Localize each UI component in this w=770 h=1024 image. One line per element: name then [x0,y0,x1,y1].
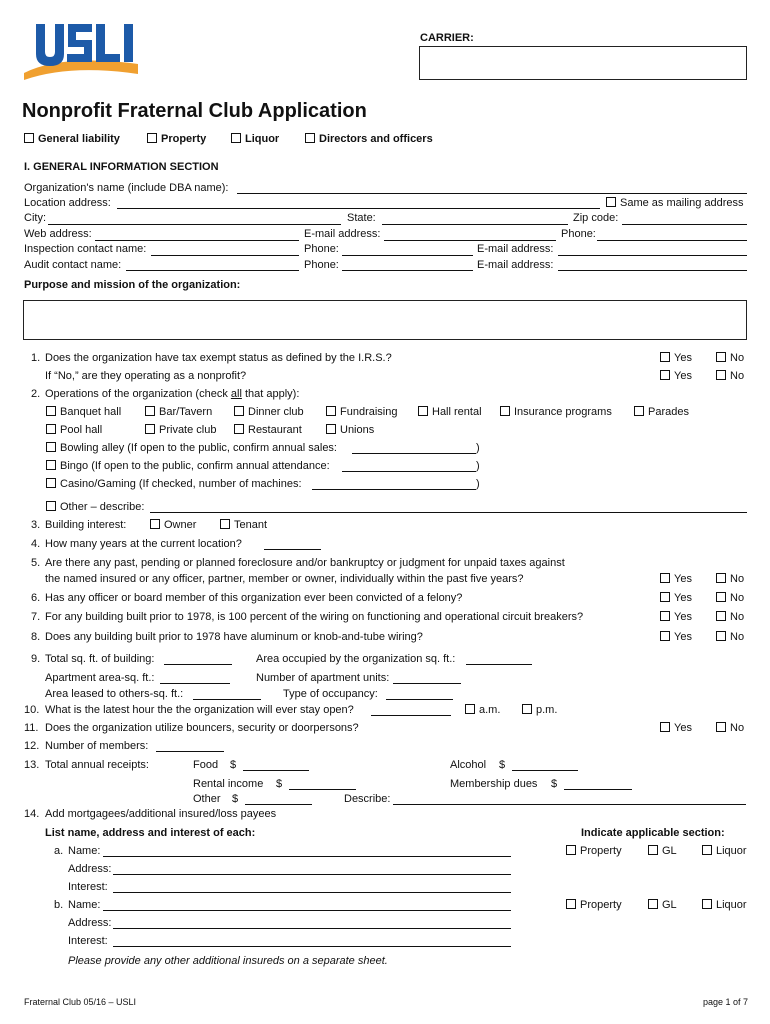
q12-input[interactable] [156,751,224,752]
describe-label: Describe: [344,793,391,805]
op-bar-tavern[interactable]: Bar/Tavern [145,406,212,418]
q14-b-name-label: Name: [68,899,101,911]
bowling-close: ) [476,442,480,454]
q10-text: What is the latest hour the the organization will ever stay open? [45,704,354,716]
inspection-email-input[interactable] [558,255,747,256]
email-label: E-mail address: [304,228,381,240]
q14-b-address-input[interactable] [113,928,511,929]
alcohol-label: Alcohol [450,759,487,771]
audit-phone-input[interactable] [342,270,473,271]
q8-no[interactable]: No [716,631,744,643]
membership-input[interactable] [564,789,632,790]
q11-text: Does the organization utilize bouncers, security or doorpersons? [45,722,359,734]
op-bowling[interactable]: Bowling alley (If open to the public, confirm annual sales: [46,442,337,454]
q7-yes[interactable]: Yes [660,611,692,623]
q14-note: Please provide any other additional insureds on a separate sheet. [68,955,388,967]
other-dollar: $ [232,793,239,805]
q8-yes[interactable]: Yes [660,631,692,643]
q4-input[interactable] [264,549,321,550]
q10-number: 10. [24,704,40,716]
zip-input[interactable] [622,224,747,225]
q5-no[interactable]: No [716,573,744,585]
city-label: City: [24,212,46,224]
q9-apt-num-input[interactable] [393,683,461,684]
casino-close: ) [476,478,480,490]
op-fundraising[interactable]: Fundraising [326,406,397,418]
membership-dollar: $ [551,778,558,790]
phone-label: Phone: [561,228,596,240]
audit-email-label: E-mail address: [477,259,554,271]
op-banquet-hall[interactable]: Banquet hall [46,406,121,418]
q7-number: 7. [31,611,41,623]
inspection-phone-input[interactable] [342,255,473,256]
q9-number: 9. [31,653,41,665]
audit-email-input[interactable] [558,270,747,271]
alcohol-input[interactable] [512,770,578,771]
purpose-input[interactable] [23,300,747,340]
membership-label: Membership dues [450,778,538,790]
page-title: Nonprofit Fraternal Club Application [22,100,367,122]
q14-b-letter: b. [54,899,64,911]
usli-logo [22,18,140,82]
q1-sub-no[interactable]: No [716,370,744,382]
q2-number: 2. [31,388,41,400]
q3-number: 3. [31,519,41,531]
carrier-label: CARRIER: [420,32,474,44]
q9-area-input[interactable] [466,664,532,665]
footer-page: page 1 of 7 [703,997,749,1007]
q11-no[interactable]: No [716,722,744,734]
q6-text: Has any officer or board member of this organization ever been convicted of a felony? [45,592,463,604]
q5-yes[interactable]: Yes [660,573,692,585]
q14-list-label: List name, address and interest of each: [45,827,256,839]
op-casino[interactable]: Casino/Gaming (If checked, number of machines: [46,478,302,490]
state-label: State: [347,212,376,224]
q1-sub-text: If “No,” are they operating as a nonprofit? [45,370,247,382]
location-input[interactable] [117,208,600,209]
q1-yes[interactable]: Yes [660,352,692,364]
q7-no[interactable]: No [716,611,744,623]
q4-text: How many years at the current location? [45,538,242,550]
q9-leased-input[interactable] [193,699,261,700]
audit-label: Audit contact name: [24,259,122,271]
q1-text: Does the organization have tax exempt status as defined by the I.R.S.? [45,352,392,364]
food-label: Food [193,759,219,771]
coverage-property[interactable]: Property [147,133,206,145]
coverage-liquor[interactable]: Liquor [231,133,279,145]
q9-occupancy-input[interactable] [386,699,453,700]
q1-sub-yes[interactable]: Yes [660,370,692,382]
web-label: Web address: [24,228,92,240]
q5-text: Are there any past, pending or planned foreclosure and/or bankruptcy or judgment for unpaid taxes against [45,557,565,569]
q12-text: Number of members: [45,740,149,752]
q13-text: Total annual receipts: [45,759,149,771]
q1-number: 1. [31,352,41,364]
same-mailing-checkbox[interactable]: Same as mailing address [606,197,744,209]
q14-a-address-input[interactable] [113,874,511,875]
coverage-directors-officers[interactable]: Directors and officers [305,133,433,145]
q1-no[interactable]: No [716,352,744,364]
op-bingo[interactable]: Bingo (If open to the public, confirm annual attendance: [46,460,330,472]
q6-yes[interactable]: Yes [660,592,692,604]
q9-apt-label: Apartment area-sq. ft.: [45,672,155,684]
zip-label: Zip code: [573,212,619,224]
coverage-general-liability[interactable]: General liability [24,133,120,145]
op-dinner-club[interactable]: Dinner club [234,406,304,418]
inspection-email-label: E-mail address: [477,243,554,255]
q9-occupancy-label: Type of occupancy: [283,688,378,700]
other-receipts-label: Other [193,793,221,805]
q5-text-2: the named insured or any officer, partner, member or owner, individually within the past five years? [45,573,524,585]
q7-text: For any building built prior to 1978, is 100 percent of the wiring on functioning and operational circuit breakers? [45,611,584,623]
q13-number: 13. [24,759,40,771]
op-private-club[interactable]: Private club [145,424,216,436]
alcohol-dollar: $ [499,759,506,771]
q14-a-name-input[interactable] [103,856,511,857]
inspection-label: Inspection contact name: [24,243,147,255]
food-dollar: $ [230,759,237,771]
q14-b-interest-label: Interest: [68,935,108,947]
q10-input[interactable] [371,715,451,716]
bowling-sales-input[interactable] [352,453,476,454]
q9-apt-input[interactable] [160,683,230,684]
q3-text: Building interest: [45,519,127,531]
q14-a-liquor[interactable]: Liquor [702,845,747,857]
audit-input[interactable] [126,270,299,271]
phone-input[interactable] [597,240,747,241]
q8-number: 8. [31,631,41,643]
q9-apt-num-label: Number of apartment units: [256,672,390,684]
op-pool-hall[interactable]: Pool hall [46,424,102,436]
op-restaurant[interactable]: Restaurant [234,424,302,436]
q9-sqft-label: Total sq. ft. of building: [45,653,155,665]
state-input[interactable] [382,224,568,225]
q14-b-property[interactable]: Property [566,899,622,911]
q14-a-gl[interactable]: GL [648,845,677,857]
other-describe-input[interactable] [150,512,747,513]
q14-a-name-label: Name: [68,845,101,857]
q14-b-address-label: Address: [68,917,112,929]
q12-number: 12. [24,740,40,752]
org-name-label: Organization's name (include DBA name): [24,182,229,194]
q14-b-gl[interactable]: GL [648,899,677,911]
email-input[interactable] [384,240,556,241]
web-input[interactable] [95,240,299,241]
bingo-attendance-input[interactable] [342,471,476,472]
describe-input[interactable] [393,804,746,805]
q14-number: 14. [24,808,40,820]
audit-phone-label: Phone: [304,259,339,271]
food-input[interactable] [243,770,309,771]
op-other[interactable]: Other – describe: [46,501,144,513]
q14-text: Add mortgagees/additional insured/loss payees [45,808,277,820]
q9-area-label: Area occupied by the organization sq. ft.: [256,653,456,665]
q9-leased-label: Area leased to others-sq. ft.: [45,688,184,700]
q5-number: 5. [31,557,41,569]
q3-tenant[interactable]: Tenant [220,519,267,531]
q8-text: Does any building built prior to 1978 have aluminum or knob-and-tube wiring? [45,631,423,643]
op-insurance-programs[interactable]: Insurance programs [500,406,612,418]
city-input[interactable] [48,224,341,225]
q14-b-name-input[interactable] [103,910,511,911]
rental-dollar: $ [276,778,283,790]
casino-machines-input[interactable] [312,489,476,490]
purpose-label: Purpose and mission of the organization: [24,279,241,291]
q14-a-interest-label: Interest: [68,881,108,893]
op-unions[interactable]: Unions [326,424,374,436]
q6-number: 6. [31,592,41,604]
other-receipts-input[interactable] [245,804,312,805]
q14-a-letter: a. [54,845,64,857]
q10-pm[interactable]: p.m. [522,704,557,716]
q14-section-label: Indicate applicable section: [581,827,725,839]
q14-a-property[interactable]: Property [566,845,622,857]
q11-number: 11. [24,722,39,734]
q14-b-interest-input[interactable] [113,946,511,947]
q14-a-interest-input[interactable] [113,892,511,893]
op-hall-rental[interactable]: Hall rental [418,406,482,418]
q14-b-liquor[interactable]: Liquor [702,899,747,911]
inspection-phone-label: Phone: [304,243,339,255]
q14-a-address-label: Address: [68,863,112,875]
q6-no[interactable]: No [716,592,744,604]
q10-am[interactable]: a.m. [465,704,500,716]
location-label: Location address: [24,197,111,209]
q9-sqft-input[interactable] [164,664,232,665]
q2-text: Operations of the organization (check all that apply): [45,388,300,400]
rental-input[interactable] [289,789,356,790]
org-name-input[interactable] [237,193,747,194]
op-parades[interactable]: Parades [634,406,689,418]
rental-label: Rental income [193,778,264,790]
section-heading: I. GENERAL INFORMATION SECTION [24,161,219,173]
footer-left: Fraternal Club 05/16 – USLI [24,997,137,1007]
q11-yes[interactable]: Yes [660,722,692,734]
carrier-input[interactable] [419,46,747,80]
bingo-close: ) [476,460,480,472]
q4-number: 4. [31,538,41,550]
q3-owner[interactable]: Owner [150,519,196,531]
inspection-input[interactable] [151,255,299,256]
